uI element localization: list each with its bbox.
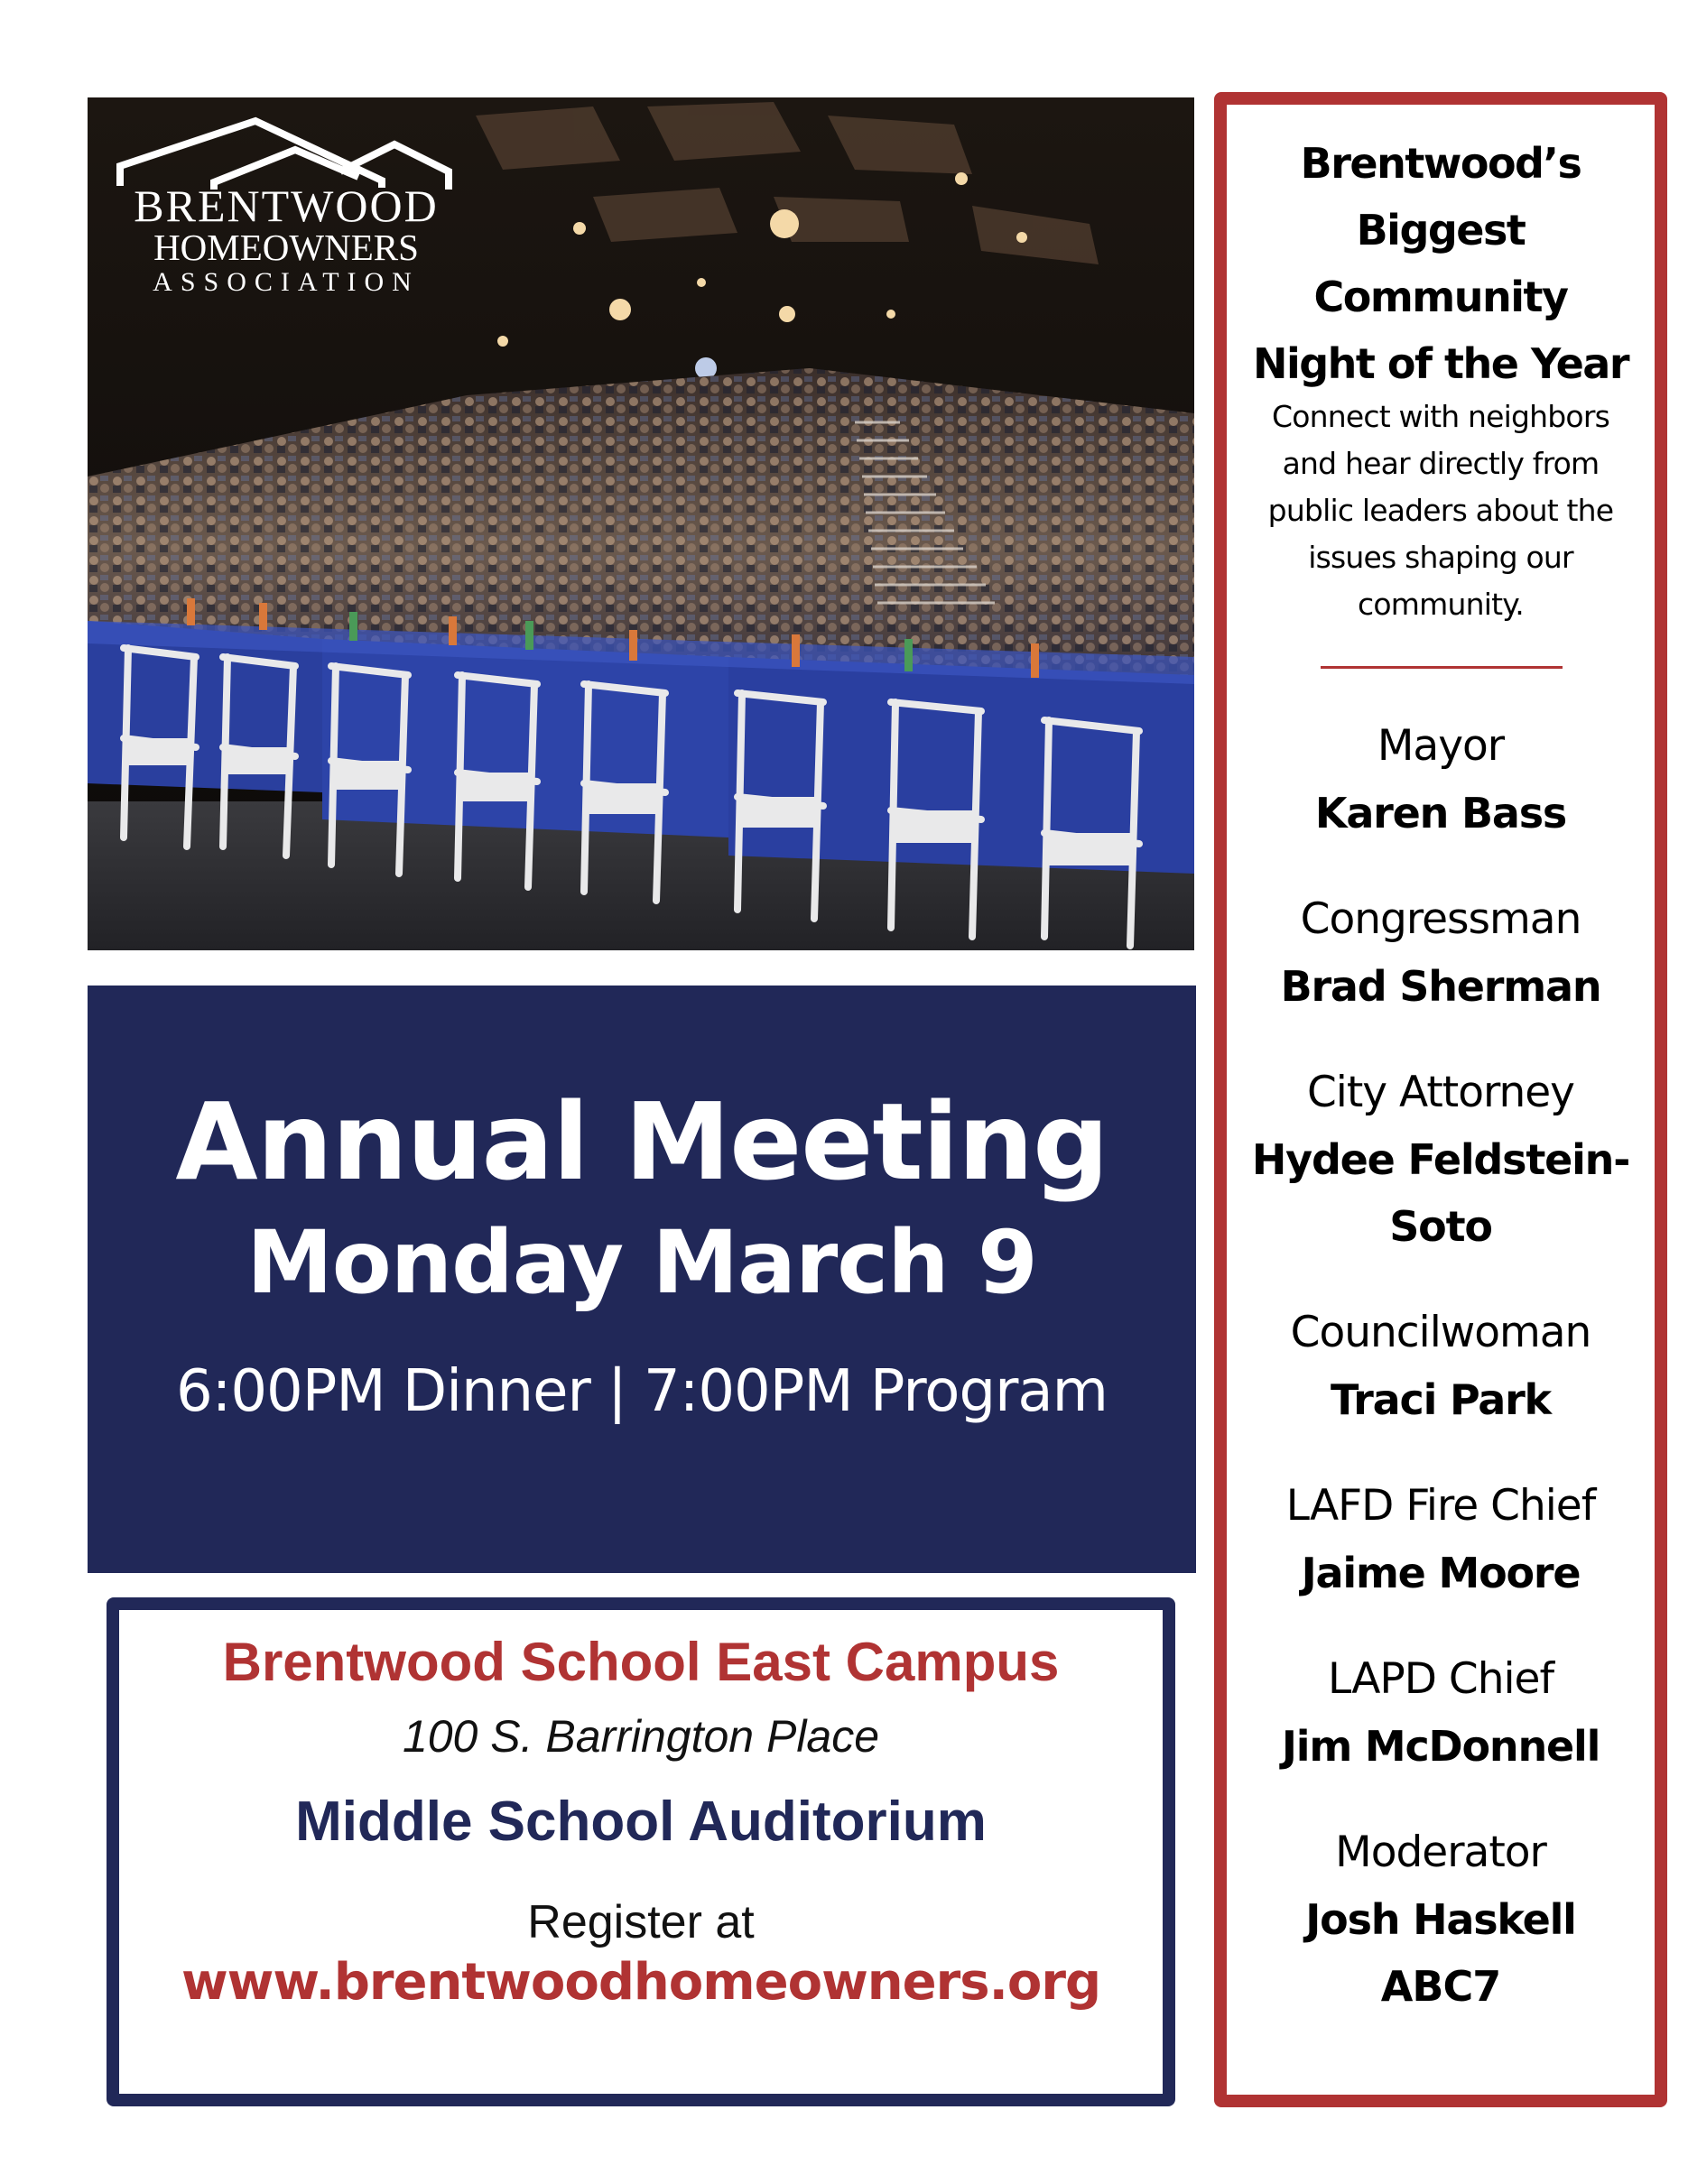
headline-line: Biggest: [1356, 206, 1526, 254]
register-label: Register at: [527, 1896, 755, 1948]
speaker-name: Hydee Feldstein-: [1251, 1135, 1630, 1184]
speaker-name: Brad Sherman: [1280, 962, 1601, 1011]
speaker-role: LAFD Fire Chief: [1285, 1481, 1596, 1531]
speaker-fire-chief: [1227, 1473, 1655, 1606]
event-date: Monday March 9: [246, 1212, 1037, 1313]
speaker-name: Jim McDonnell: [1281, 1722, 1600, 1771]
blurb-line: Connect with neighbors: [1272, 399, 1609, 434]
event-times: 6:00PM Dinner | 7:00PM Program: [176, 1358, 1108, 1425]
speaker-moderator: [1227, 1819, 1655, 2020]
speaker-list: [1227, 713, 1655, 2059]
logo-line-association: ASSOCIATION: [153, 267, 420, 297]
speaker-congressman: [1227, 886, 1655, 1020]
speaker-role: Councilwoman: [1290, 1308, 1591, 1357]
headline-line: Brentwood’s: [1300, 139, 1581, 188]
speaker-affiliation: ABC7: [1380, 1962, 1501, 2011]
speaker-city-attorney: [1227, 1060, 1655, 1260]
speaker-role: Congressman: [1300, 894, 1581, 944]
venue-room: Middle School Auditorium: [295, 1791, 987, 1853]
venue-address: 100 S. Barrington Place: [402, 1711, 880, 1762]
speaker-police-chief: [1227, 1646, 1655, 1780]
speaker-name: Karen Bass: [1314, 789, 1567, 838]
sidebar-headline: [1227, 130, 1655, 397]
sidebar-blurb: [1227, 393, 1655, 628]
register-link[interactable]: www.brentwoodhomeowners.org: [181, 1953, 1101, 2012]
venue-name: Brentwood School East Campus: [222, 1632, 1060, 1692]
headline-line: Community: [1313, 273, 1568, 321]
speakers-sidebar: [1214, 92, 1667, 2107]
blurb-line: and hear directly from: [1282, 446, 1600, 481]
location-panel: [107, 1597, 1175, 2106]
event-photo: [88, 97, 1194, 950]
speaker-role: LAPD Chief: [1327, 1654, 1554, 1704]
logo-line-brentwood: BRENTWOOD: [134, 180, 439, 231]
event-info-panel: [88, 986, 1196, 1573]
speaker-name-cont: Soto: [1389, 1202, 1492, 1251]
logo-line-homeowners: HOMEOWNERS: [153, 227, 419, 268]
speaker-name: Traci Park: [1331, 1375, 1551, 1424]
speaker-mayor: [1227, 713, 1655, 847]
speaker-name: Jaime Moore: [1301, 1549, 1581, 1597]
rooftops-icon: [115, 108, 458, 190]
event-title: Annual Meeting: [175, 1079, 1108, 1204]
blurb-line: issues shaping our: [1308, 540, 1573, 575]
speaker-councilwoman: [1227, 1300, 1655, 1433]
blurb-line: community.: [1358, 587, 1524, 622]
speaker-role: City Attorney: [1306, 1068, 1574, 1117]
brentwood-homeowners-logo: [115, 108, 458, 298]
blurb-line: public leaders about the: [1267, 493, 1614, 528]
speaker-name: Josh Haskell: [1305, 1895, 1576, 1944]
speaker-role: Moderator: [1335, 1828, 1546, 1877]
speaker-role: Mayor: [1377, 721, 1505, 771]
sidebar-divider: [1321, 666, 1563, 669]
headline-line: Night of the Year: [1252, 339, 1629, 388]
